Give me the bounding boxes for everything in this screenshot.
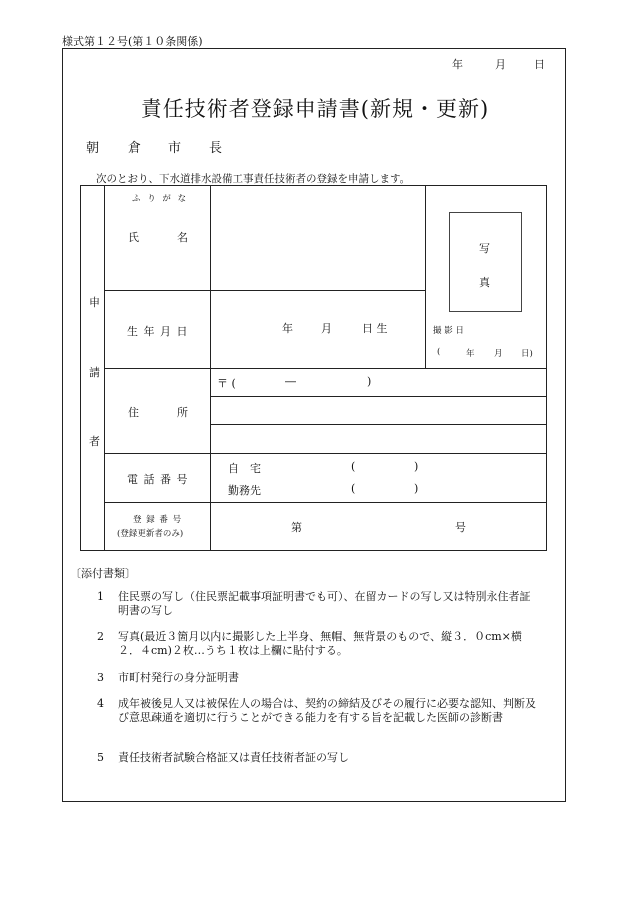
photo-box[interactable] <box>449 212 522 312</box>
phone-home-label: 自 宅 <box>228 462 261 475</box>
applicant-label-char: 者 <box>89 435 100 448</box>
phone-work-label: 勤務先 <box>228 484 261 497</box>
photo-date-year: 年 <box>466 349 475 359</box>
address-label-char: 所 <box>177 406 188 419</box>
addressee-char: 朝 <box>86 141 100 156</box>
birthdate-day: 日 生 <box>362 322 388 335</box>
photo-label-char: 写 <box>479 242 490 255</box>
form-id: 様式第１２号(第１０条関係) <box>62 35 203 48</box>
date-month: 月 <box>495 58 506 71</box>
addressee-char: 長 <box>209 141 223 156</box>
table-line <box>425 186 426 368</box>
attachment-text: 成年被後見人又は被保佐人の場合は、契約の締結及びその履行に必要な認知、判断及び意思疎通を適切に行うことができる能力を有する旨を記載した医師の診断書 <box>118 697 536 724</box>
attachment-text: 写真(最近３箇月以内に撮影した上半身、無帽、無背景のもので、縦３．０cm×横２．４cm)２枚…うち１枚は上欄に貼付する。 <box>118 630 522 657</box>
address-line-2[interactable] <box>212 426 545 452</box>
table-line <box>105 290 425 291</box>
photo-label-char: 真 <box>479 276 490 289</box>
table-line <box>211 396 546 397</box>
reg-no-label: 登 録 番 号 <box>133 515 183 525</box>
applicant-label-char: 申 <box>89 296 100 309</box>
attachment-number: 5 <box>97 751 104 764</box>
table-line <box>105 368 546 369</box>
birthdate-label: 生 年 月 日 <box>127 325 189 338</box>
addressee-char: 市 <box>168 141 182 156</box>
photo-date-month: 月 <box>494 349 503 359</box>
paren-close: ) <box>414 482 419 495</box>
attachment-text: 住民票の写し（住民票記載事項証明書でも可）、在留カードの写し又は特別永住者証明書の写し <box>118 590 531 617</box>
attachments-heading: 〔添付書類〕 <box>70 567 136 580</box>
date-day: 日 <box>534 58 545 71</box>
attachment-number: 2 <box>97 630 104 643</box>
furigana-label: ふ り が な <box>132 194 189 204</box>
birthdate-month: 月 <box>321 322 332 335</box>
photo-date-close: 日) <box>521 349 533 359</box>
applicant-label-char: 請 <box>89 366 100 379</box>
name-field[interactable] <box>212 188 424 289</box>
addressee-char: 倉 <box>128 141 142 156</box>
paren-open: ( <box>351 482 356 495</box>
address-label-char: 住 <box>128 406 139 419</box>
reg-no-suffix: 号 <box>455 521 466 534</box>
name-label-char: 名 <box>177 231 188 244</box>
attachment-number: 3 <box>97 671 104 684</box>
address-line-1[interactable] <box>212 398 545 423</box>
table-line <box>211 424 546 425</box>
attachment-number: 1 <box>97 590 104 603</box>
attachment-text: 責任技術者試験合格証又は責任技術者証の写し <box>118 751 349 764</box>
name-label-char: 氏 <box>128 231 139 244</box>
postal-dash: ― <box>285 375 296 388</box>
postal-mark: 〒 ( <box>217 377 236 390</box>
table-line <box>105 453 546 454</box>
postal-close: ) <box>367 375 372 388</box>
photo-date-label: 撮 影 日 <box>433 326 464 336</box>
birthdate-year: 年 <box>282 322 293 335</box>
date-year: 年 <box>452 58 463 71</box>
paren-close: ) <box>414 460 419 473</box>
page-title: 責任技術者登録申請書(新規・更新) <box>140 97 490 121</box>
paren-open: ( <box>351 460 356 473</box>
phone-label: 電 話 番 号 <box>127 473 189 486</box>
photo-date-open: ( <box>437 347 441 357</box>
intro-text: 次のとおり、下水道排水設備工事責任技術者の登録を申請します。 <box>96 173 411 185</box>
attachment-text: 市町村発行の身分証明書 <box>118 671 239 684</box>
reg-no-prefix: 第 <box>291 521 302 534</box>
attachment-number: 4 <box>97 697 104 710</box>
table-line <box>105 502 546 503</box>
reg-no-note: (登録更新者のみ) <box>117 529 184 539</box>
